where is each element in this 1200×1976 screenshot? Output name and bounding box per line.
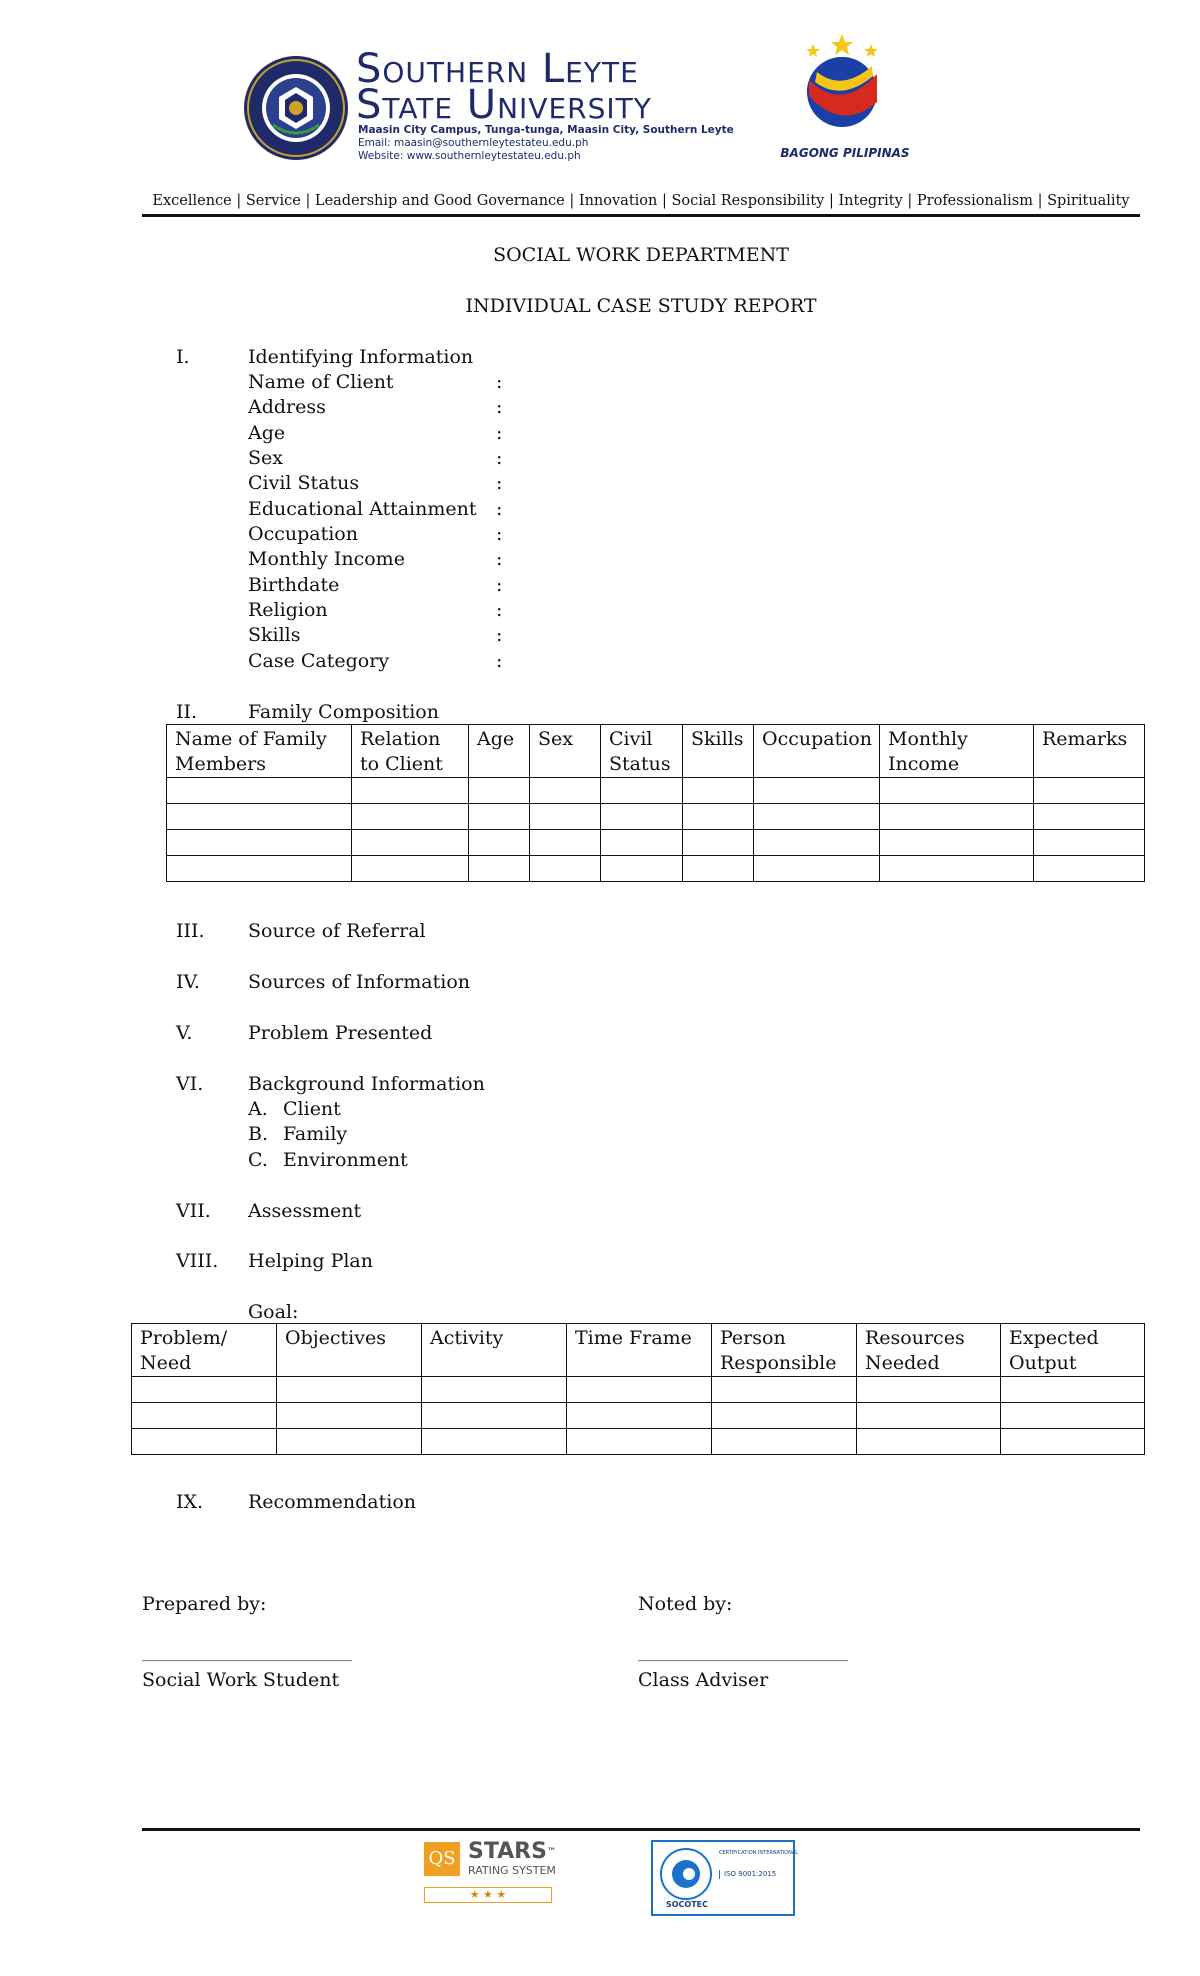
table-cell[interactable]: [530, 856, 601, 882]
column-header: Person Responsible: [712, 1324, 857, 1377]
prepared-by-label: Prepared by:: [142, 1593, 267, 1615]
table-cell[interactable]: [857, 1403, 1001, 1429]
column-header: Problem/ Need: [132, 1324, 277, 1377]
family-composition-table: [166, 724, 1145, 882]
field-label: Age: [248, 422, 286, 444]
rating-stars: ★ ★ ★: [424, 1887, 552, 1903]
table-cell[interactable]: [567, 1403, 712, 1429]
list-item-letter: A.: [248, 1098, 268, 1120]
noted-role: Class Adviser: [638, 1669, 769, 1691]
section-heading: Recommendation: [248, 1491, 417, 1513]
table-header-row: [167, 725, 1145, 778]
table-cell[interactable]: [754, 804, 880, 830]
section-numeral: V.: [176, 1022, 193, 1044]
table-cell[interactable]: [1034, 856, 1145, 882]
university-website: Website: www.southernleytestateu.edu.ph: [358, 150, 581, 162]
table-cell[interactable]: [132, 1429, 277, 1455]
table-cell[interactable]: [683, 778, 754, 804]
socotec-emblem-icon: [659, 1847, 713, 1901]
table-cell[interactable]: [601, 830, 683, 856]
table-cell[interactable]: [422, 1429, 567, 1455]
table-row: [132, 1377, 1145, 1403]
footer-divider: [142, 1828, 1140, 1831]
table-row: [167, 778, 1145, 804]
table-row: [167, 830, 1145, 856]
table-cell[interactable]: [422, 1403, 567, 1429]
university-name-line1: Southern Leyte: [356, 46, 639, 92]
socotec-label: SOCOTEC: [665, 1900, 709, 1909]
core-values: Excellence | Service | Leadership and Good Governance | Innovation | Social Responsibility | Integrity | Professionalism | Spirituality: [152, 193, 1130, 209]
field-label: Civil Status: [248, 472, 360, 494]
field-label: Monthly Income: [248, 548, 405, 570]
qs-badge: QS: [424, 1842, 460, 1876]
table-cell[interactable]: [683, 804, 754, 830]
field-label: Sex: [248, 447, 283, 469]
list-item-label: Family: [283, 1123, 348, 1145]
column-header: Objectives: [277, 1324, 422, 1377]
field-label: Religion: [248, 599, 328, 621]
table-cell[interactable]: [683, 830, 754, 856]
field-colon: :: [496, 624, 503, 646]
table-cell[interactable]: [352, 804, 469, 830]
table-cell[interactable]: [530, 804, 601, 830]
section-heading: Problem Presented: [248, 1022, 433, 1044]
list-item-letter: C.: [248, 1149, 268, 1171]
section-numeral: I.: [176, 346, 190, 368]
table-cell[interactable]: [277, 1403, 422, 1429]
bagong-pilipinas-logo: [787, 32, 897, 150]
field-colon: :: [496, 548, 503, 570]
table-cell[interactable]: [880, 856, 1034, 882]
column-header: Remarks: [1034, 725, 1145, 778]
column-header: Relation to Client: [352, 725, 469, 778]
table-cell[interactable]: [683, 856, 754, 882]
column-header: Occupation: [754, 725, 880, 778]
noted-by-label: Noted by:: [638, 1593, 733, 1615]
section-numeral: VI.: [176, 1073, 204, 1095]
section-heading: Sources of Information: [248, 971, 470, 993]
section-numeral: IV.: [176, 971, 200, 993]
table-cell[interactable]: [277, 1429, 422, 1455]
campus-address: Maasin City Campus, Tunga-tunga, Maasin City, Southern Leyte: [358, 124, 734, 136]
table-cell[interactable]: [1001, 1377, 1145, 1403]
table-cell[interactable]: [880, 804, 1034, 830]
section-heading: Assessment: [248, 1200, 362, 1222]
table-cell[interactable]: [1034, 778, 1145, 804]
table-header-row: [132, 1324, 1145, 1377]
iso-label: ISO 9001:2015: [719, 1870, 776, 1879]
rating-system-label: RATING SYSTEM: [468, 1864, 556, 1877]
column-header: Civil Status: [601, 725, 683, 778]
socotec-iso-logo: [651, 1840, 799, 1916]
field-label: Educational Attainment: [248, 498, 477, 520]
section-heading: Identifying Information: [248, 346, 474, 368]
section-numeral: VII.: [176, 1200, 211, 1222]
field-label: Occupation: [248, 523, 358, 545]
signature-line: ______________________________: [638, 1646, 848, 1662]
field-colon: :: [496, 498, 503, 520]
list-item-letter: B.: [248, 1123, 269, 1145]
table-cell[interactable]: [530, 778, 601, 804]
department-title: SOCIAL WORK DEPARTMENT: [493, 244, 789, 266]
university-seal: [243, 55, 349, 161]
field-colon: :: [496, 472, 503, 494]
university-email: Email: maasin@southernleytestateu.edu.ph: [358, 137, 589, 149]
bagong-pilipinas-label: BAGONG PILIPINAS: [780, 146, 910, 160]
table-row: [132, 1403, 1145, 1429]
table-cell[interactable]: [601, 804, 683, 830]
qs-stars-logo: [424, 1839, 556, 1904]
list-item-label: Client: [283, 1098, 341, 1120]
table-cell[interactable]: [277, 1377, 422, 1403]
table-cell[interactable]: [422, 1377, 567, 1403]
list-item-label: Environment: [283, 1149, 408, 1171]
table-cell[interactable]: [601, 778, 683, 804]
table-cell[interactable]: [469, 778, 530, 804]
table-row: [167, 856, 1145, 882]
table-row: [167, 804, 1145, 830]
certification-label: CERTIFICATION INTERNATIONAL: [719, 1850, 799, 1856]
field-colon: :: [496, 422, 503, 444]
table-cell[interactable]: [352, 778, 469, 804]
section-numeral: VIII.: [176, 1250, 219, 1272]
table-cell[interactable]: [712, 1377, 857, 1403]
column-header: Sex: [530, 725, 601, 778]
column-header: Resources Needed: [857, 1324, 1001, 1377]
section-heading: Source of Referral: [248, 920, 426, 942]
table-cell[interactable]: [167, 830, 352, 856]
field-label: Birthdate: [248, 574, 340, 596]
table-cell[interactable]: [1034, 830, 1145, 856]
table-cell[interactable]: [469, 856, 530, 882]
field-label: Case Category: [248, 650, 390, 672]
field-label: Skills: [248, 624, 301, 646]
table-cell[interactable]: [352, 856, 469, 882]
university-name-line2: State University: [356, 82, 652, 128]
signature-line: ______________________________: [142, 1646, 352, 1662]
table-cell[interactable]: [754, 778, 880, 804]
section-numeral: IX.: [176, 1491, 204, 1513]
table-cell[interactable]: [469, 804, 530, 830]
field-colon: :: [496, 574, 503, 596]
table-cell[interactable]: [132, 1403, 277, 1429]
table-cell[interactable]: [1001, 1403, 1145, 1429]
table-cell[interactable]: [857, 1377, 1001, 1403]
table-cell[interactable]: [754, 830, 880, 856]
column-header: Expected Output: [1001, 1324, 1145, 1377]
table-cell[interactable]: [712, 1403, 857, 1429]
section-numeral: III.: [176, 920, 205, 942]
section-heading: Background Information: [248, 1073, 485, 1095]
table-cell[interactable]: [567, 1377, 712, 1403]
table-cell[interactable]: [167, 856, 352, 882]
column-header: Age: [469, 725, 530, 778]
field-colon: :: [496, 396, 503, 418]
table-cell[interactable]: [567, 1429, 712, 1455]
field-colon: :: [496, 447, 503, 469]
table-cell[interactable]: [1001, 1429, 1145, 1455]
section-numeral: II.: [176, 701, 198, 723]
table-cell[interactable]: [132, 1377, 277, 1403]
helping-plan-table: [131, 1323, 1145, 1455]
table-cell[interactable]: [469, 830, 530, 856]
table-cell[interactable]: [1034, 804, 1145, 830]
table-cell[interactable]: [167, 804, 352, 830]
stars-label: STARS™: [468, 1839, 556, 1864]
prepared-role: Social Work Student: [142, 1669, 340, 1691]
section-heading: Family Composition: [248, 701, 439, 723]
field-colon: :: [496, 599, 503, 621]
table-cell[interactable]: [167, 778, 352, 804]
goal-label: Goal:: [248, 1301, 299, 1323]
column-header: Skills: [683, 725, 754, 778]
table-cell[interactable]: [880, 778, 1034, 804]
table-cell[interactable]: [857, 1429, 1001, 1455]
field-label: Name of Client: [248, 371, 394, 393]
header-divider: [142, 214, 1140, 217]
section-heading: Helping Plan: [248, 1250, 373, 1272]
table-cell[interactable]: [530, 830, 601, 856]
table-cell[interactable]: [601, 856, 683, 882]
column-header: Monthly Income: [880, 725, 1034, 778]
report-title: INDIVIDUAL CASE STUDY REPORT: [465, 295, 817, 317]
field-colon: :: [496, 371, 503, 393]
table-row: [132, 1429, 1145, 1455]
table-cell[interactable]: [712, 1429, 857, 1455]
column-header: Time Frame: [567, 1324, 712, 1377]
table-cell[interactable]: [352, 830, 469, 856]
field-colon: :: [496, 523, 503, 545]
table-cell[interactable]: [880, 830, 1034, 856]
column-header: Name of Family Members: [167, 725, 352, 778]
field-label: Address: [248, 396, 326, 418]
field-colon: :: [496, 650, 503, 672]
table-cell[interactable]: [754, 856, 880, 882]
column-header: Activity: [422, 1324, 567, 1377]
